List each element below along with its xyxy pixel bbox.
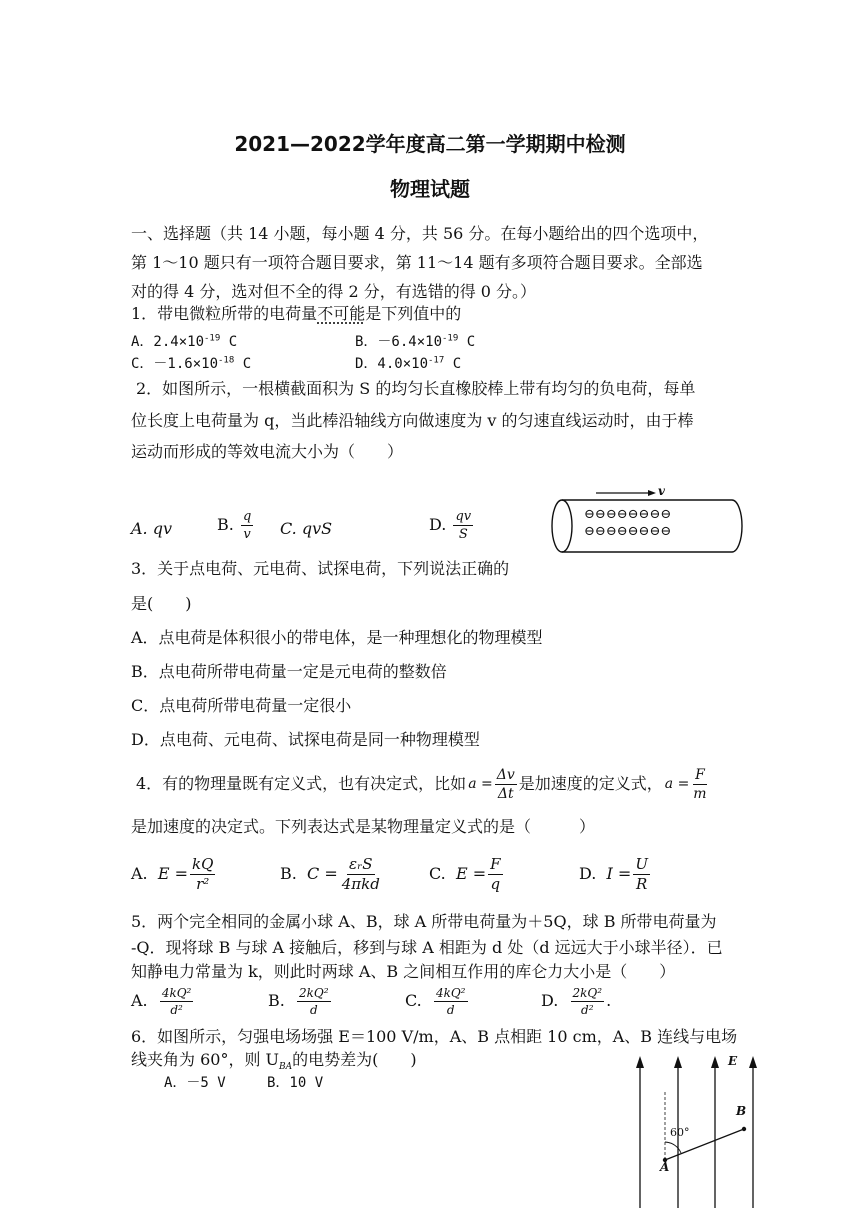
q1-stem: 1．带电微粒所带的电荷量不可能是下列值中的 — [131, 304, 462, 323]
exam-title: 2021—2022学年度高二第一学期期中检测 — [234, 132, 626, 156]
field-arrow-1 — [636, 1056, 644, 1068]
section-intro-line-2: 第 1～10 题只有一项符合题目要求，第 11～14 题有多项符合题目要求。全部选 — [131, 253, 703, 272]
field-label-e: E — [728, 1054, 738, 1068]
exam-subtitle: 物理试题 — [390, 177, 470, 201]
q5-option-c: C. $\frac{\text{4kQ²}}{d}$ — [405, 985, 466, 1017]
q2-line-1: 2．如图所示，一根横截面积为 S 的均匀长直橡胶棒上带有均匀的负电荷，每单 — [136, 379, 696, 398]
q5-option-b: B. $\frac{\text{2kQ²}}{d}$ — [268, 985, 329, 1017]
q2-option-b: B. $\frac{q}{v}$ — [217, 509, 252, 542]
field-arrow-2 — [674, 1056, 682, 1068]
q1-option-a: A．$2.4\times 10^{-19}$ C — [131, 333, 238, 350]
q3-option-c: C．点电荷所带电荷量一定很小 — [131, 696, 352, 715]
q5-option-d: D. $\frac{\text{2kQ²}}{\text{d²}}$ . — [541, 985, 612, 1017]
q6-option-b: B．10 V — [267, 1075, 324, 1091]
q4-option-a: A. E = $\frac{kQ}{\text{r²}}$ — [131, 854, 214, 893]
charge-row-bottom: ⊖⊖⊖⊖⊖⊖⊖⊖ — [584, 524, 672, 539]
rod-figure — [548, 484, 748, 556]
q2-line-2: 位长度上电荷量为 q，当此棒沿轴线方向做速度为 v 的匀速直线运动时，由于棒 — [131, 411, 694, 430]
section-intro-line-1: 一、选择题（共 14 小题，每小题 4 分，共 56 分。在每小题给出的四个选项中， — [131, 224, 709, 243]
q5-line-1: 5．两个完全相同的金属小球 A、B，球 A 所带电荷量为＋5Q，球 B 所带电荷量为 — [131, 912, 717, 931]
section-intro-line-3: 对的得 4 分，选对但不全的得 2 分，有选错的得 0 分。） — [131, 282, 537, 301]
q4-line-1: 4．有的物理量既有定义式，也有决定式，比如 a = $\frac{\Delta v}{\Delta t}$ 是加速度的定义式， a = $\frac{F}{m}$ — [136, 766, 707, 802]
q4-option-b: B. C = $\frac{\text{εᵣS}}{\text{4πkd}}$ — [280, 854, 380, 893]
q1-option-b: B．$-6.4\times 10^{-19}$ C — [355, 333, 476, 350]
q6-option-a: A．－5 V — [164, 1075, 226, 1091]
q4-line-2: 是加速度的决定式。下列表达式是某物理量定义式的是（ ） — [131, 817, 596, 836]
velocity-arrow-head — [648, 490, 656, 496]
q6-line-1: 6．如图所示，匀强电场场强 E＝100 V/m，A、B 点相距 10 cm，A、B 连线与电场 — [131, 1027, 738, 1046]
q1-option-d: D．$4.0\times 10^{-17}$ C — [355, 355, 462, 372]
q4-option-c: C. E = $\frac{F}{q}$ — [429, 854, 501, 893]
charge-row-top: ⊖⊖⊖⊖⊖⊖⊖⊖ — [584, 507, 672, 522]
q4-option-d: D. I = $\frac{U}{R}$ — [579, 854, 648, 893]
rod-end-left — [552, 500, 572, 552]
q5-option-a: A. $\frac{\text{4kQ²}}{\text{d²}}$ — [131, 985, 192, 1017]
angle-label: 60° — [670, 1126, 690, 1139]
q2-option-a: A. qv — [131, 519, 173, 538]
field-diagram-svg — [628, 1050, 778, 1210]
point-b-label: B — [736, 1104, 747, 1118]
field-arrow-4 — [749, 1056, 757, 1068]
point-b — [742, 1127, 746, 1131]
q2-option-c: C. qvS — [280, 519, 333, 538]
q5-line-3: 知静电力常量为 k，则此时两球 A、B 之间相互作用的库仑力大小是（ ） — [131, 962, 676, 981]
field-figure — [628, 1050, 778, 1210]
rod-end-right — [732, 500, 742, 552]
q1-option-c: C．$-1.6\times 10^{-18}$ C — [131, 355, 252, 372]
q3-option-d: D．点电荷、元电荷、试探电荷是同一种物理模型 — [131, 730, 480, 749]
q3-option-b: B．点电荷所带电荷量一定是元电荷的整数倍 — [131, 662, 447, 681]
q5-line-2: -Q．现将球 B 与球 A 接触后，移到与球 A 相距为 d 处（d 远远大于小球半径）．已 — [131, 938, 723, 957]
q2-line-3: 运动而形成的等效电流大小为（ ） — [131, 442, 404, 461]
q3-option-a: A．点电荷是体积很小的带电体，是一种理想化的物理模型 — [131, 628, 543, 647]
field-arrow-3 — [711, 1056, 719, 1068]
q2-option-d: D. $\frac{qv}{S}$ — [429, 509, 472, 542]
q3-line-2: 是( ) — [131, 594, 192, 613]
negative-charges — [584, 506, 671, 540]
point-a-label: A — [660, 1160, 670, 1174]
velocity-label: v — [658, 484, 665, 498]
q6-line-2: 线夹角为 60°，则 $U_{BA}$的电势差为( ) — [131, 1050, 417, 1073]
q3-line-1: 3．关于点电荷、元电荷、试探电荷，下列说法正确的 — [131, 559, 510, 578]
